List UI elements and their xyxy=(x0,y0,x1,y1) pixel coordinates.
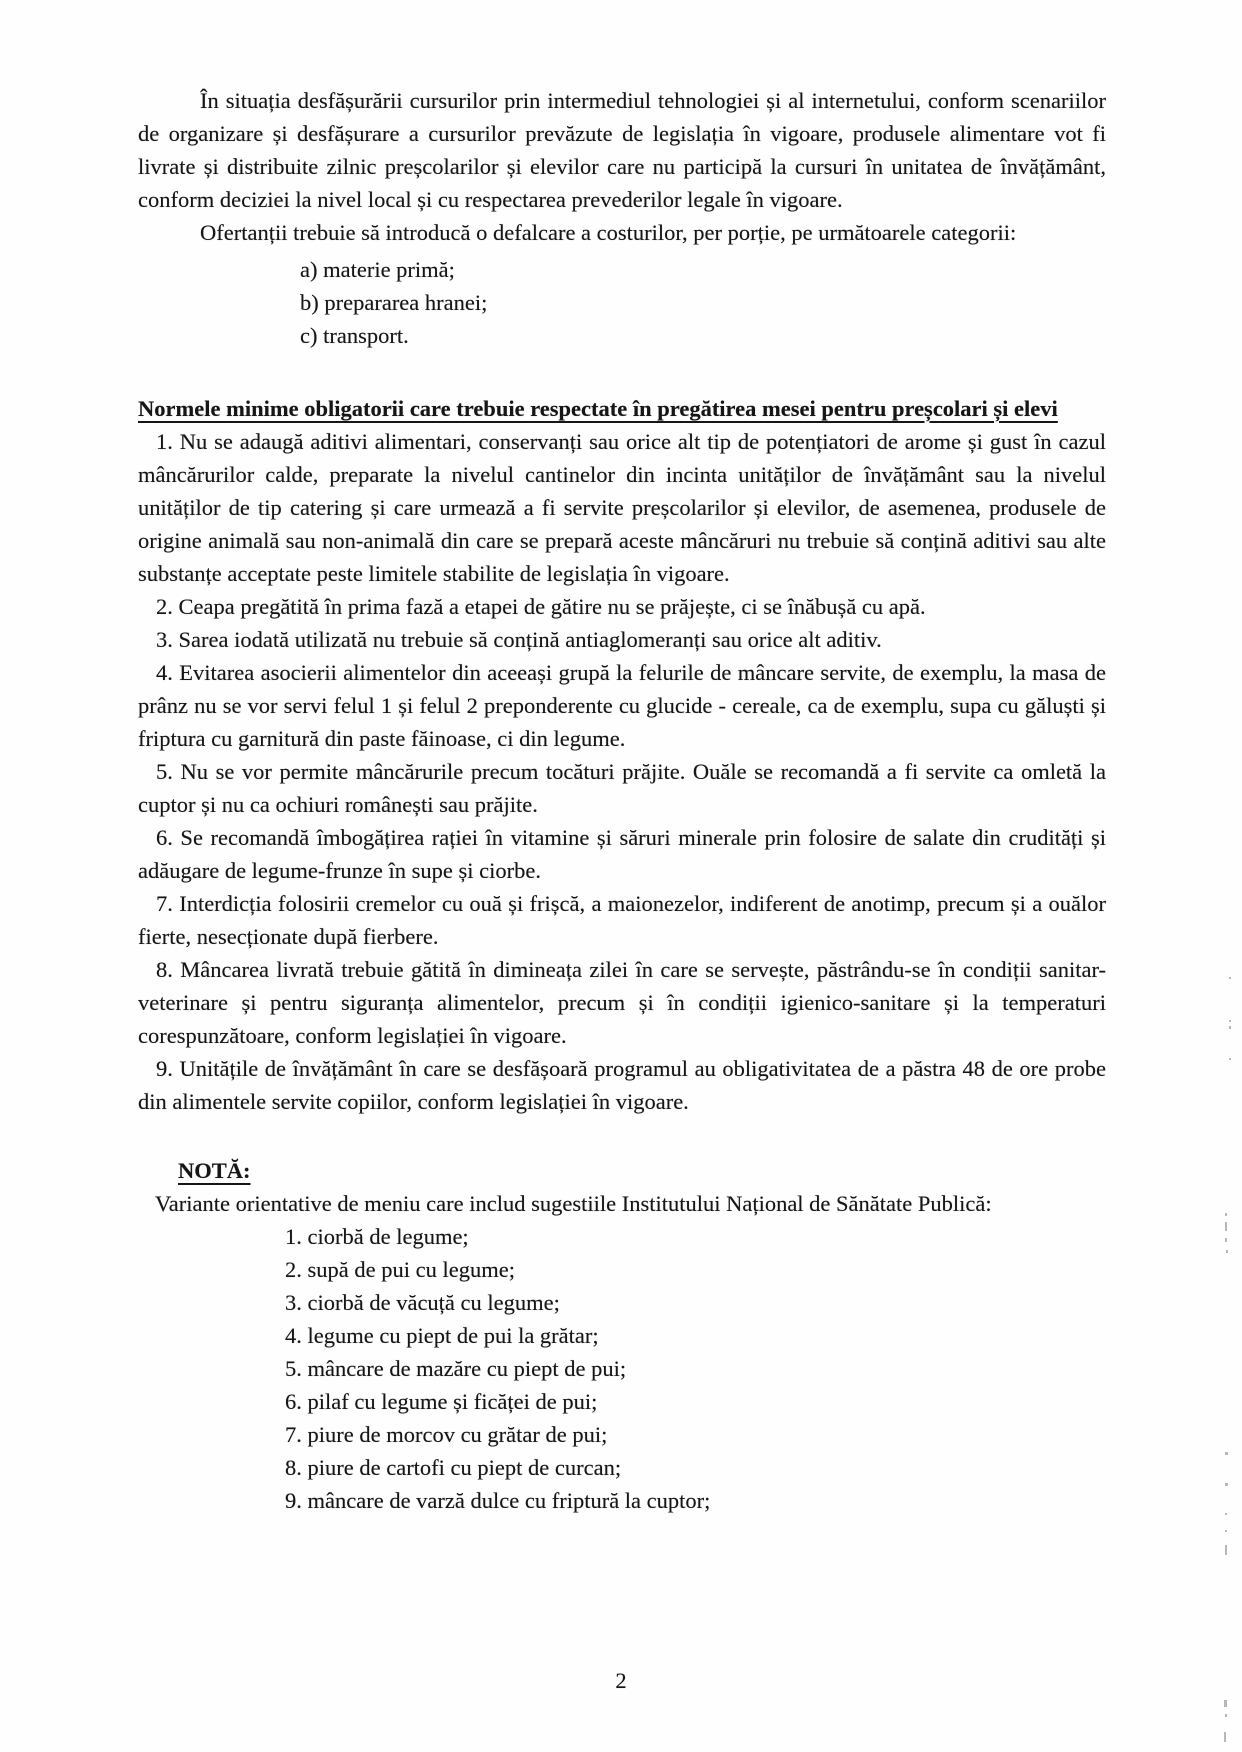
norm-item-1: 1. Nu se adaugă aditivi alimentari, conservanți sau orice alt tip de potențiatori de arome și gust în cazul mâncărurilor calde, preparate la nivelul cantinelor din incinta unităților de învățământ sau la nivelul unităților de tip catering și care urmează a fi servite preșcolarilor și elevilor, de asemenea, produsele de origine animală sau non-animală din care se prepară aceste mâncăruri nu trebuie să conțină aditivi sau alte substanțe acceptate peste limitele stabilite de legislația în vigoare. xyxy=(138,429,1106,586)
offerors-paragraph: Ofertanții trebuie să introducă o defalcare a costurilor, per porție, pe următoarele categorii: xyxy=(200,220,1017,245)
cost-category-c: c) transport. xyxy=(300,323,409,348)
menu-item-1: 1. ciorbă de legume; xyxy=(285,1224,469,1249)
scan-artifact xyxy=(1229,1020,1231,1022)
scan-artifact xyxy=(1225,1483,1228,1486)
page-number: 2 xyxy=(615,1668,627,1693)
scan-artifact xyxy=(1225,1530,1227,1532)
menu-item-3: 3. ciorbă de văcuță cu legume; xyxy=(285,1290,560,1315)
menu-item-7: 7. piure de morcov cu grătar de pui; xyxy=(285,1422,608,1447)
norm-item-3: 3. Sarea iodată utilizată nu trebuie să conțină antiaglomeranți sau orice alt aditiv. xyxy=(156,627,882,652)
norm-item-2: 2. Ceapa pregătită în prima fază a etapei de gătire nu se prăjește, ci se înăbușă cu apă. xyxy=(156,594,926,619)
document-body xyxy=(138,84,1106,1517)
scan-artifact xyxy=(1225,1513,1227,1515)
menu-item-9: 9. mâncare de varză dulce cu friptură la cuptor; xyxy=(285,1488,711,1513)
norm-item-4: 4. Evitarea asocierii alimentelor din aceeași grupă la felurile de mâncare servite, de exemplu, la masa de prânz nu se vor servi felul 1 și felul 2 preponderente cu glucide - cereale, ca de exemplu, supa cu găluști și friptura cu garnitură din paste făinoase, ci din legume. xyxy=(138,660,1106,751)
scan-artifact xyxy=(1226,1250,1228,1253)
scan-artifact xyxy=(1229,977,1231,979)
scan-artifact xyxy=(1229,1058,1231,1060)
menu-item-2: 2. supă de pui cu legume; xyxy=(285,1257,515,1282)
scan-artifact xyxy=(1229,1026,1231,1029)
cost-category-b: b) prepararea hranei; xyxy=(300,290,488,315)
menu-item-4: 4. legume cu piept de pui la grătar; xyxy=(285,1323,599,1348)
cost-category-a: a) materie primă; xyxy=(300,257,455,282)
menu-item-5: 5. mâncare de mazăre cu piept de pui; xyxy=(285,1356,627,1381)
norm-item-8: 8. Mâncarea livrată trebuie gătită în dimineața zilei în care se servește, păstrându-se în condiții sanitar-veterinare și pentru siguranța alimentelor, precum și în condiții igienico-sanitare și la temperaturi corespunzătoare, conform legislației în vigoare. xyxy=(138,957,1106,1048)
menu-item-6: 6. pilaf cu legume și ficăței de pui; xyxy=(285,1389,598,1414)
scan-artifact xyxy=(1225,1213,1227,1216)
norm-item-5: 5. Nu se vor permite mâncărurile precum tocături prăjite. Ouăle se recomandă a fi servite ca omletă la cuptor și nu ca ochiuri românești sau prăjite. xyxy=(138,759,1106,817)
menu-suggestions-list xyxy=(285,1220,1106,1517)
cost-categories-list xyxy=(300,253,1106,352)
scan-artifact xyxy=(1225,1714,1227,1717)
scan-artifact xyxy=(1224,1732,1226,1742)
note-heading: NOTĂ: xyxy=(178,1158,251,1183)
scan-artifact xyxy=(1225,1545,1227,1555)
norm-item-7: 7. Interdicția folosirii cremelor cu ouă și frișcă, a maionezelor, indiferent de anotimp, precum și a ouălor fierte, nesecționate după fierbere. xyxy=(138,891,1106,949)
intro-paragraph: În situația desfășurării cursurilor prin intermediul tehnologiei și al internetului, conform scenariilor de organizare și desfășurare a cursurilor prevăzute de legislația în vigoare, produsele alimentare vot fi livrate și distribuite zilnic preșcolarilor și elevilor care nu participă la cursuri în unitatea de învățământ, conform deciziei la nivel local și cu respectarea prevederilor legale în vigoare. xyxy=(138,88,1106,212)
menu-intro-line: Variante orientative de meniu care includ sugestiile Institutului Național de Sănătate Publică: xyxy=(155,1191,992,1216)
scan-artifact xyxy=(1224,1700,1227,1707)
menu-item-8: 8. piure de cartofi cu piept de curcan; xyxy=(285,1455,622,1480)
scan-artifact xyxy=(1225,1238,1227,1242)
scan-artifact xyxy=(1225,1222,1227,1231)
norm-item-6: 6. Se recomandă îmbogățirea rației în vitamine și săruri minerale prin folosire de salate din crudități și adăugare de legume-frunze în supe și ciorbe. xyxy=(138,825,1106,883)
scan-artifact xyxy=(1225,1452,1228,1455)
norm-item-9: 9. Unitățile de învățământ în care se desfășoară programul au obligativitatea de a păstra 48 de ore probe din alimentele servite copiilor, conform legislației în vigoare. xyxy=(138,1056,1106,1114)
norms-section-heading: Normele minime obligatorii care trebuie respectate în pregătirea mesei pentru preșcolari și elevi xyxy=(138,396,1058,421)
